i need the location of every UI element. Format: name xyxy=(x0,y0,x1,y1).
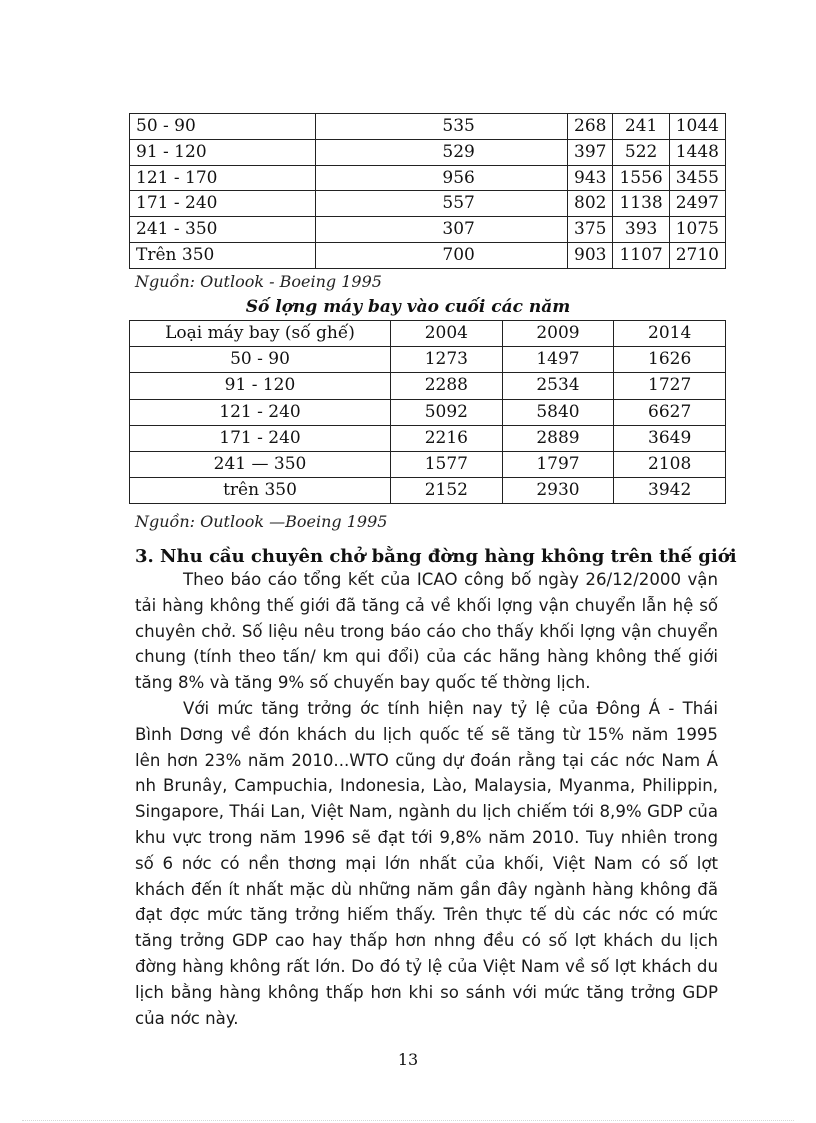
table-cell: 2108 xyxy=(614,452,726,478)
table-cell: 241 — 350 xyxy=(130,452,391,478)
table-header-cell: 2014 xyxy=(614,321,726,347)
table-cell: trên 350 xyxy=(130,478,391,504)
table-cell: 1727 xyxy=(614,373,726,399)
table-cell: 522 xyxy=(613,139,669,165)
table-row xyxy=(130,347,726,373)
table1-source: Nguồn: Outlook - Boeing 1995 xyxy=(135,272,382,291)
table-row xyxy=(130,478,726,504)
table-cell: 1448 xyxy=(669,139,725,165)
table-cell: 241 - 350 xyxy=(130,217,316,243)
table-cell: 903 xyxy=(568,242,613,268)
table-cell: 3455 xyxy=(669,165,725,191)
table-cell: 535 xyxy=(316,114,568,140)
table-cell: 5840 xyxy=(502,399,614,425)
table-cell: Trên 350 xyxy=(130,242,316,268)
table-cell: 121 - 240 xyxy=(130,399,391,425)
fleet-size-table xyxy=(129,320,726,504)
table-cell: 700 xyxy=(316,242,568,268)
fleet-size-table-body xyxy=(130,321,726,504)
page-number: 13 xyxy=(397,1050,419,1069)
table-cell: 121 - 170 xyxy=(130,165,316,191)
table-cell: 307 xyxy=(316,217,568,243)
paragraph-2 xyxy=(135,696,718,1031)
table-cell: 1138 xyxy=(613,191,669,217)
table-cell: 2930 xyxy=(502,478,614,504)
table-cell: 375 xyxy=(568,217,613,243)
table-cell: 2216 xyxy=(391,425,503,451)
table-row xyxy=(130,217,726,243)
table-cell: 50 - 90 xyxy=(130,347,391,373)
table-cell: 1556 xyxy=(613,165,669,191)
table-cell: 1797 xyxy=(502,452,614,478)
table-cell: 1075 xyxy=(669,217,725,243)
paragraph-2-text: Với mức tăng trởng ớc tính hiện nay tỷ lệ của Đông Á - Thái Bình Dơng về đón khách du lịch quốc tế sẽ tăng từ 15% năm 1995 lên hơn 23% năm 2010...WTO cũng dự đoán rằng tại các nớc Nam Á nh Brunây, Campuchia, Indonesia, Lào, Malaysia, Myanma, Philippin, Singapore, Thái Lan, Việt Nam, ngành du lịch chiếm tới 8,9% GDP của khu vực trong năm 1996 sẽ đạt tới 9,8% năm 2010. Tuy nhiên trong số 6 nớc có nền thơng mại lớn nhất của khối, Việt Nam có số lợt khách đến ít nhất mặc dù những năm gần đây ngành hàng không đã đạt đợc mức tăng trởng hiếm thấy. Trên thực tế dù các nớc có mức tăng trởng GDP cao hay thấp hơn nhng đều có số lợt khách du lịch đờng hàng không rất lớn. Do đó tỷ lệ của Việt Nam về số lợt khách du lịch bằng hàng không thấp hơn khi so sánh với mức tăng trởng GDP của nớc này. xyxy=(135,699,718,1028)
table-cell: 1497 xyxy=(502,347,614,373)
table-row xyxy=(130,165,726,191)
table-cell: 557 xyxy=(316,191,568,217)
table-cell: 5092 xyxy=(391,399,503,425)
table-header-cell: Loại máy bay (số ghế) xyxy=(130,321,391,347)
table-header-cell: 2004 xyxy=(391,321,503,347)
table-row xyxy=(130,242,726,268)
table-cell: 1107 xyxy=(613,242,669,268)
table-cell: 943 xyxy=(568,165,613,191)
table-header-cell: 2009 xyxy=(502,321,614,347)
table-cell: 397 xyxy=(568,139,613,165)
table-header-row xyxy=(130,321,726,347)
table-cell: 2288 xyxy=(391,373,503,399)
table-cell: 1577 xyxy=(391,452,503,478)
table-row xyxy=(130,139,726,165)
table-cell: 50 - 90 xyxy=(130,114,316,140)
table-cell: 241 xyxy=(613,114,669,140)
table-cell: 268 xyxy=(568,114,613,140)
table-cell: 2152 xyxy=(391,478,503,504)
table-row xyxy=(130,114,726,140)
paragraph-1 xyxy=(135,567,718,696)
table-cell: 2889 xyxy=(502,425,614,451)
table-cell: 1044 xyxy=(669,114,725,140)
table-cell: 3942 xyxy=(614,478,726,504)
table-cell: 802 xyxy=(568,191,613,217)
table-cell: 91 - 120 xyxy=(130,373,391,399)
table-cell: 3649 xyxy=(614,425,726,451)
table-cell: 6627 xyxy=(614,399,726,425)
table-cell: 1626 xyxy=(614,347,726,373)
footer-divider xyxy=(22,1120,794,1121)
table-cell: 956 xyxy=(316,165,568,191)
table-cell: 529 xyxy=(316,139,568,165)
section-heading: 3. Nhu cầu chuyên chở bằng đờng hàng không trên thế giới xyxy=(135,546,737,567)
table-cell: 2497 xyxy=(669,191,725,217)
aircraft-demand-table xyxy=(129,113,726,269)
table-row xyxy=(130,425,726,451)
table-cell: 393 xyxy=(613,217,669,243)
paragraph-1-text: Theo báo cáo tổng kết của ICAO công bố ngày 26/12/2000 vận tải hàng không thế giới đã tăng cả về khối lợng vận chuyển lẫn hệ số chuyên chở. Số liệu nêu trong báo cáo cho thấy khối lợng vận chuyển chung (tính theo tấn/ km qui đổi) của các hãng hàng không thế giới tăng 8% và tăng 9% số chuyến bay quốc tế thờng lịch. xyxy=(135,570,718,693)
table-row xyxy=(130,373,726,399)
table-cell: 1273 xyxy=(391,347,503,373)
table-row xyxy=(130,452,726,478)
table-row xyxy=(130,399,726,425)
table-cell: 171 - 240 xyxy=(130,191,316,217)
table-row xyxy=(130,191,726,217)
table-cell: 2710 xyxy=(669,242,725,268)
table-cell: 91 - 120 xyxy=(130,139,316,165)
table-cell: 171 - 240 xyxy=(130,425,391,451)
table2-source: Nguồn: Outlook —Boeing 1995 xyxy=(135,512,388,531)
table2-caption: Số lợng máy bay vào cuối các năm xyxy=(245,297,571,317)
table-cell: 2534 xyxy=(502,373,614,399)
aircraft-demand-table-body xyxy=(130,114,726,269)
